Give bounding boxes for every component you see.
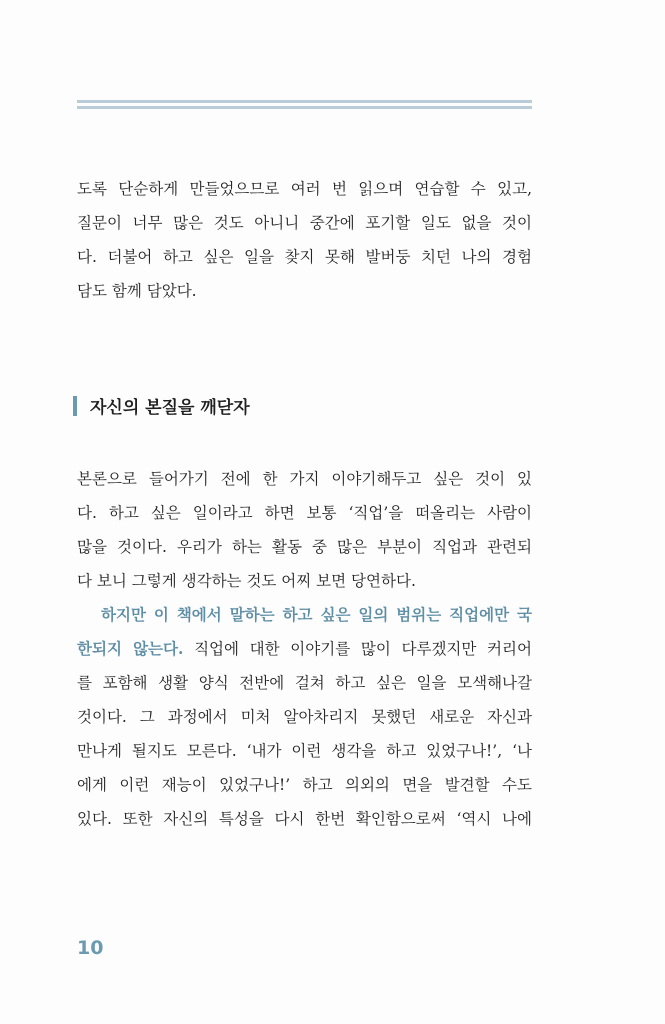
section-heading-text: 자신의 본질을 깨닫자	[90, 398, 250, 418]
text-line: 에게 이런 재능이 있었구나!’ 하고 의외의 면을 발견할 수도	[77, 776, 532, 794]
header-rule-top	[77, 100, 532, 103]
text-line: 만나게 될지도 모른다. ‘내가 이런 생각을 하고 있었구나!’, ‘나	[77, 742, 532, 760]
text-line: 본론으로 들어가기 전에 한 가지 이야기해두고 싶은 것이 있	[77, 470, 532, 488]
page-number: 10	[77, 937, 104, 959]
text-fragment: 직업에 대한 이야기를 많이 다루겠지만 커리어	[183, 640, 532, 658]
highlight-text: 한되지 않는다.	[77, 639, 184, 658]
heading-accent-bar	[73, 396, 77, 416]
highlight-line	[77, 598, 532, 632]
text-line	[77, 632, 532, 666]
text-line: 것이다. 그 과정에서 미처 알아차리지 못했던 새로운 자신과	[77, 708, 532, 726]
text-line: 다. 하고 싶은 일이라고 하면 보통 ‘직업’을 떠올리는 사람이	[77, 504, 532, 522]
text-line: 도록 단순하게 만들었으므로 여러 번 읽으며 연습할 수 있고,	[77, 180, 532, 198]
text-line: 있다. 또한 자신의 특성을 다시 한번 확인함으로써 ‘역시 나에	[77, 810, 532, 828]
section-heading	[73, 393, 250, 418]
paragraph-2	[77, 462, 532, 836]
paragraph-1	[77, 172, 532, 308]
text-line: 를 포함해 생활 양식 전반에 걸쳐 하고 싶은 일을 모색해나갈	[77, 674, 532, 692]
header-rule-bottom	[77, 106, 532, 109]
text-line: 질문이 너무 많은 것도 아니니 중간에 포기할 일도 없을 것이	[77, 214, 532, 232]
text-line: 많을 것이다. 우리가 하는 활동 중 많은 부분이 직업과 관련되	[77, 538, 532, 556]
text-line: 담도 함께 담았다.	[77, 282, 197, 300]
text-line: 다. 더불어 하고 싶은 일을 찾지 못해 발버둥 치던 나의 경험	[77, 248, 532, 266]
highlight-text: 하지만 이 책에서 말하는 하고 싶은 일의 범위는 직업에만 국	[101, 605, 532, 624]
text-line: 다 보니 그렇게 생각하는 것도 어찌 보면 당연하다.	[77, 572, 416, 590]
